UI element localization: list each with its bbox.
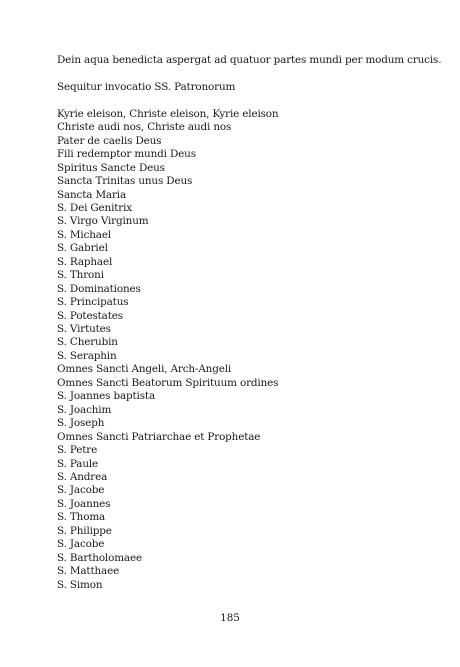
litany-line: S. Paule [57, 457, 99, 470]
litany-line: S. Petre [57, 444, 98, 457]
paragraph-gap [57, 67, 417, 80]
litany-line: S. Joannes [57, 497, 111, 510]
litany-line: Sancta Maria [57, 188, 127, 201]
litany-line: S. Cherubin [57, 336, 118, 349]
litany-line: S. Andrea [57, 471, 108, 484]
litany-line: Omnes Sancti Patriarchae et Prophetae [57, 430, 261, 443]
section-heading: Sequitur invocatio SS. Patronorum [57, 80, 236, 93]
litany-line: Sancta Trinitas unus Deus [57, 175, 193, 188]
litany-line: Omnes Sancti Beatorum Spirituum ordines [57, 376, 279, 389]
litany-line: S. Dominationes [57, 282, 141, 295]
litany-line: S. Principatus [57, 296, 129, 309]
litany-line: S. Virtutes [57, 323, 111, 336]
litany-line: S. Michael [57, 228, 111, 241]
litany-line: S. Bartholomaee [57, 551, 142, 564]
litany-line: Spiritus Sancte Deus [57, 161, 165, 174]
litany-line: S. Philippe [57, 524, 112, 537]
litany-line: S. Simon [57, 578, 103, 591]
litany-line: S. Joachim [57, 403, 112, 416]
litany-line: S. Matthaee [57, 565, 120, 578]
litany-line: S. Jacobe [57, 484, 105, 497]
litany-line: Pater de caelis Deus [57, 134, 162, 147]
litany-line: S. Potestates [57, 309, 123, 322]
litany-line: S. Virgo Virginum [57, 215, 149, 228]
paragraph-gap [57, 94, 417, 107]
litany-line: S. Joseph [57, 417, 105, 430]
litany-line: S. Throni [57, 269, 104, 282]
page-number: 185 [220, 612, 240, 624]
litany-line: S. Dei Genitrix [57, 201, 132, 214]
litany-line: S. Joannes baptista [57, 390, 155, 403]
intro-paragraph: Dein aqua benedicta aspergat ad quatuor partes mundi per modum crucis. [57, 54, 442, 66]
litany-list [57, 108, 417, 592]
body-text [57, 54, 442, 592]
litany-line: S. Thoma [57, 511, 106, 524]
litany-line: Fili redemptor mundi Deus [57, 148, 196, 161]
litany-line: S. Raphael [57, 255, 113, 268]
litany-line: S. Jacobe [57, 538, 105, 551]
litany-line: S. Seraphin [57, 349, 117, 362]
litany-line: S. Gabriel [57, 242, 108, 255]
litany-line: Christe audi nos, Christe audi nos [57, 121, 232, 134]
litany-line: Kyrie eleison, Christe eleison, Kyrie eleison [57, 107, 279, 120]
litany-line: Omnes Sancti Angeli, Arch-Angeli [57, 363, 232, 376]
